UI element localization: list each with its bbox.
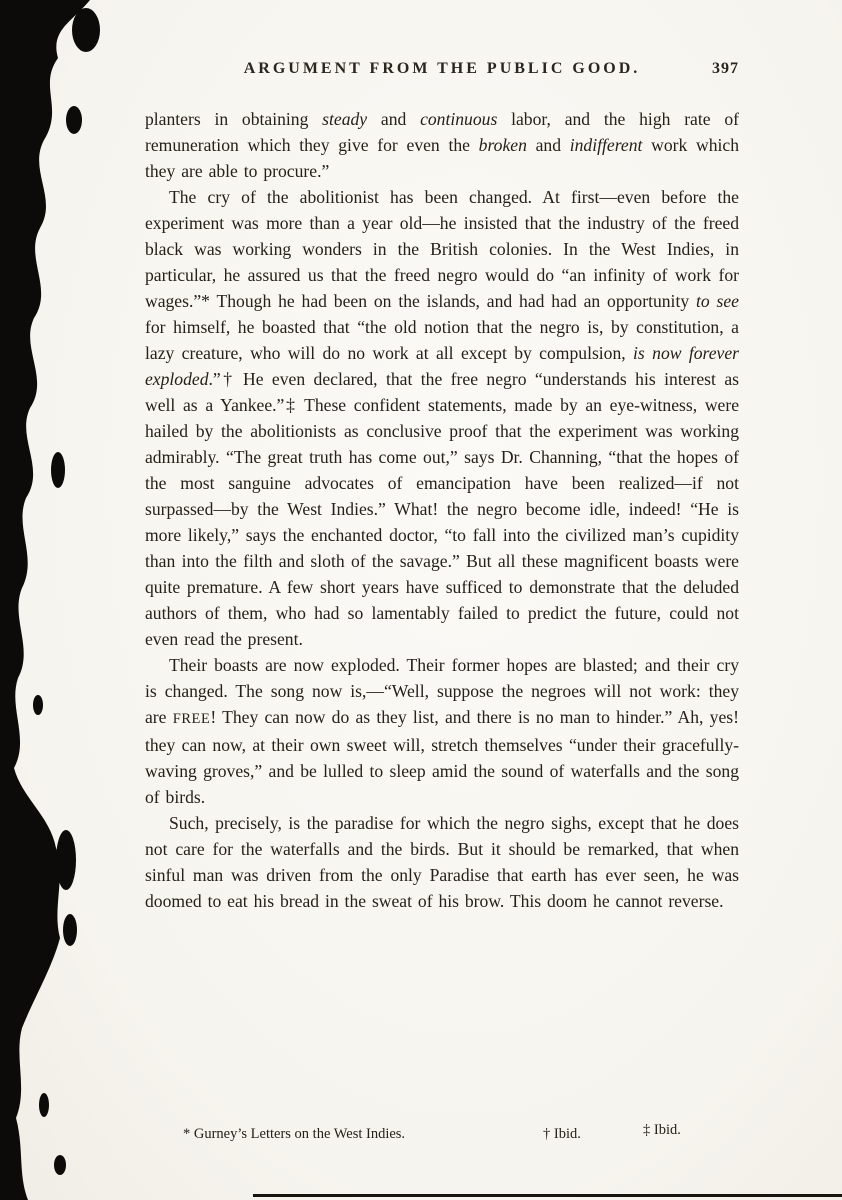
paragraph (145, 184, 739, 652)
paragraph (145, 106, 739, 184)
footnote: * Gurney’s Letters on the West Indies. (183, 1126, 406, 1142)
scan-ink-artifact (0, 0, 130, 1200)
footnote: † Ibid. (543, 1126, 581, 1142)
text-segment: planters in obtaining (145, 109, 323, 129)
text-segment: The cry of the abolitionist has been changed. At first—even before the experiment was more than a year old—he insisted that the industry of the freed black was working wonders in the British colonies. In the West Indies, in particular, he assured us that the freed negro would do “an infinity of work for wages.”* Though he had been on the islands, and had had an opportunity (145, 187, 739, 311)
text-segment: is now forever exploded (145, 343, 739, 389)
scan-edge-line-artifact (253, 1194, 842, 1197)
text-segment: ! They can now do as they list, and there is no man to hinder.” Ah, yes! they can now, at their own sweet will, stretch themselves “under their gracefully-waving groves,” and be lulled to sleep amid the sound of waterfalls and the song of birds. (145, 707, 739, 807)
running-header-title: ARGUMENT FROM THE PUBLIC GOOD. (243, 60, 641, 77)
footnote: ‡ Ibid. (643, 1122, 681, 1138)
paragraph (145, 652, 739, 810)
text-segment: .”† He even declared, that the free negro “understands his interest as well as a Yankee.”‡ These confident statements, made by an eye-witness, were hailed by the abolitionists as conclusive proof that the experiment was working admirably. “The great truth has come out,” says Dr. Channing, “that the hopes of the most sanguine advocates of emancipation have been realized—if not surpassed—by the West Indies.” What! the negro become idle, indeed! “He is more likely,” says the enchanted doctor, “to fall into the civilized man’s cupidity than into the filth and sloth of the savage.” But all these magnificent boasts were quite premature. A few short years have sufficed to demonstrate that the deluded authors of them, who had so lamentably failed to predict the future, could not even read the present. (145, 369, 739, 649)
text-segment: labor, and the high rate of remuneration which they give for even the (145, 109, 739, 155)
text-segment: Their boasts are now exploded. Their former hopes are blasted; and their cry is changed. The song now is,—“Well, suppose the negroes will not work: they are (145, 655, 739, 727)
running-header (145, 60, 739, 90)
page-content (145, 60, 739, 914)
text-segment: work which they are able to procure.” (145, 135, 739, 181)
footnotes (145, 1122, 739, 1152)
text-segment: steady (322, 109, 368, 129)
text-segment: continuous (420, 109, 498, 129)
text-segment: indifferent (569, 135, 643, 155)
text-segment: and (526, 135, 570, 155)
body-text (145, 106, 739, 914)
page-number: 397 (712, 60, 739, 77)
text-segment: to see (695, 291, 739, 311)
text-segment: and (367, 109, 421, 129)
paragraph (145, 810, 739, 914)
text-segment: Such, precisely, is the paradise for which the negro sighs, except that he does not care for the waterfalls and the birds. But it should be remarked, that when sinful man was driven from the only Paradise that earth has ever seen, he was doomed to eat his bread in the sweat of his brow. This doom he cannot reverse. (145, 813, 739, 911)
text-segment: FREE (172, 711, 211, 727)
text-segment: broken (478, 135, 527, 155)
text-segment: for himself, he boasted that “the old notion that the negro is, by constitution, a lazy creature, who will do no work at all except by compulsion, (145, 317, 739, 363)
